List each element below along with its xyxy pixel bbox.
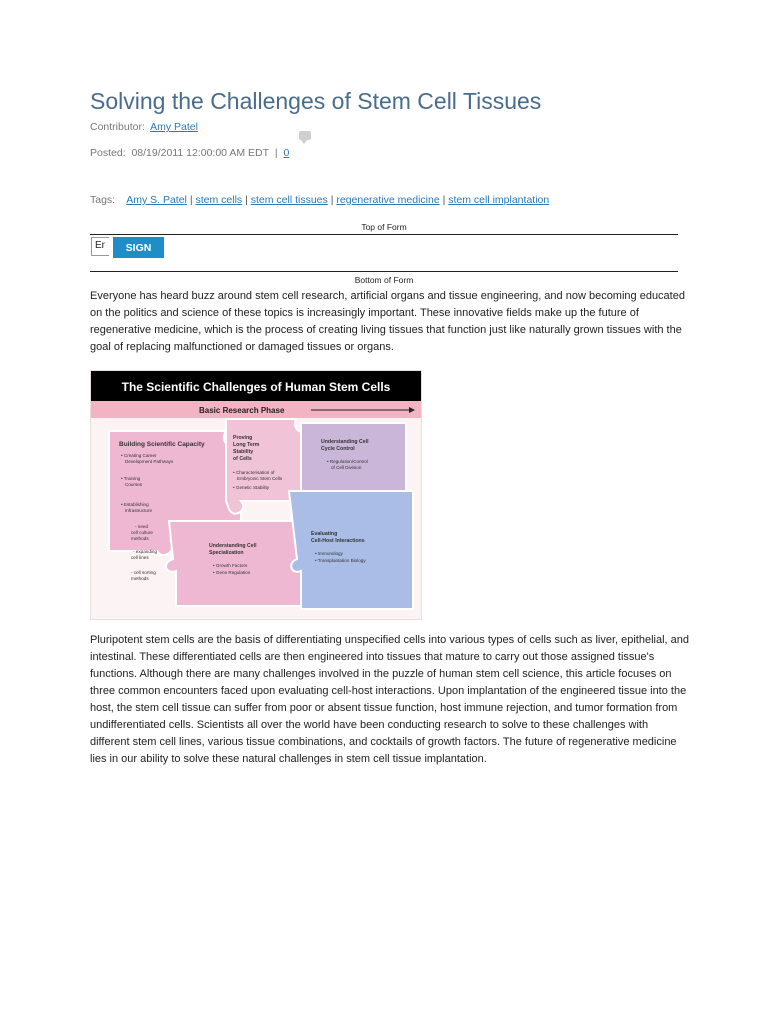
posted-label: Posted: <box>90 147 126 159</box>
interactions-title: Evaluating Cell-Host Interactions <box>311 531 365 544</box>
posted-date: 08/19/2011 12:00:00 AM EDT <box>131 147 270 159</box>
tags-label: Tags: <box>90 194 116 206</box>
capacity-title: Building Scientific Capacity <box>119 441 205 448</box>
stem-cell-challenges-figure <box>90 370 422 620</box>
puzzle-piece-interactions <box>289 491 413 609</box>
email-input[interactable]: Er <box>91 237 109 256</box>
specialization-title: Understanding Cell Specialization <box>209 543 257 556</box>
interactions-items: • Immunology • Transplantation Biology <box>315 551 366 563</box>
form-top-divider <box>90 234 678 235</box>
tag-separator: | <box>189 194 193 206</box>
tag-separator: | <box>245 194 248 206</box>
specialization-items: • Growth Factors • Gene Regulation <box>213 563 251 575</box>
comment-icon[interactable] <box>299 131 311 140</box>
tag-link[interactable]: stem cells <box>195 194 243 206</box>
tag-link[interactable]: Amy S. Patel <box>126 194 187 206</box>
posted-separator: | <box>274 147 278 159</box>
stability-items: • Characterisation of Embryonic Stem Cells • Genetic Stability <box>233 470 283 490</box>
top-of-form-label: Top of Form <box>361 222 407 232</box>
page-title: Solving the Challenges of Stem Cell Tissues <box>90 88 542 114</box>
main-paragraph: Pluripotent stem cells are the basis of differentiating unspecified cells into various types of cells such as liver, epithelial, and intestinal. These differentiated cells are then engineered into tissues that mature to carry out those assigned tissue's functions. Although there are many challenges involved in the puzzle of human stem cell science, this article focuses on three common encounters faced upon evaluating cell-host interactions. Upon implantation of the engineered tissue into the host, the stem cell tissue can suffer from poor or absent tissue function, host immune rejection, and tumor formation from undifferentiated cells. Scientists all over the world have been conducting research to solve to these challenges with different stem cell lines, various tissue combinations, and cocktails of growth factors. The future of regenerative medicine lies in our ability to solve these natural challenges in stem cell tissue implantation. <box>90 634 690 765</box>
bottom-of-form-label: Bottom of Form <box>354 275 414 285</box>
stability-title: Proving Long Term Stability of Cells <box>233 435 260 462</box>
cycle-items: • Regulation/Control of Cell Division <box>327 459 368 470</box>
tags-line <box>90 194 549 206</box>
tag-link[interactable]: stem cell tissues <box>250 194 328 206</box>
signup-button[interactable]: SIGN UP <box>113 237 164 258</box>
cycle-title: Understanding Cell Cycle Control <box>321 439 369 452</box>
tag-link[interactable]: regenerative medicine <box>336 194 440 206</box>
posted-line <box>90 147 289 159</box>
contributor-label: Contributor: <box>90 121 145 133</box>
capacity-items: • Creating Career Development Pathways • Training Courses • Establishing Infrastructure - need cell culture methods - expanding cell lines - cell sorting methods <box>121 453 174 581</box>
phase-label: Basic Research Phase <box>199 406 285 415</box>
tag-separator: | <box>330 194 334 206</box>
intro-paragraph: Everyone has heard buzz around stem cell research, artificial organs and tissue engineering, and now becoming educated on the politics and science of these topics is increasingly important. These innovative fields make up the future of regenerative medicine, which is the process of creating living tissues that function just like naturally grown tissues with the goal of replacing malfunctioned or damaged tissues or organs. <box>90 290 685 353</box>
contributor-link[interactable]: Amy Patel <box>150 121 198 133</box>
tag-separator: | <box>442 194 446 206</box>
contributor-line <box>90 121 198 133</box>
comment-count-link[interactable]: 0 <box>283 147 290 159</box>
puzzle-piece-specialization <box>166 513 306 606</box>
tag-link[interactable]: stem cell implantation <box>448 194 550 206</box>
figure-banner-title: The Scientific Challenges of Human Stem Cells <box>121 380 391 394</box>
form-bottom-divider <box>90 271 678 272</box>
